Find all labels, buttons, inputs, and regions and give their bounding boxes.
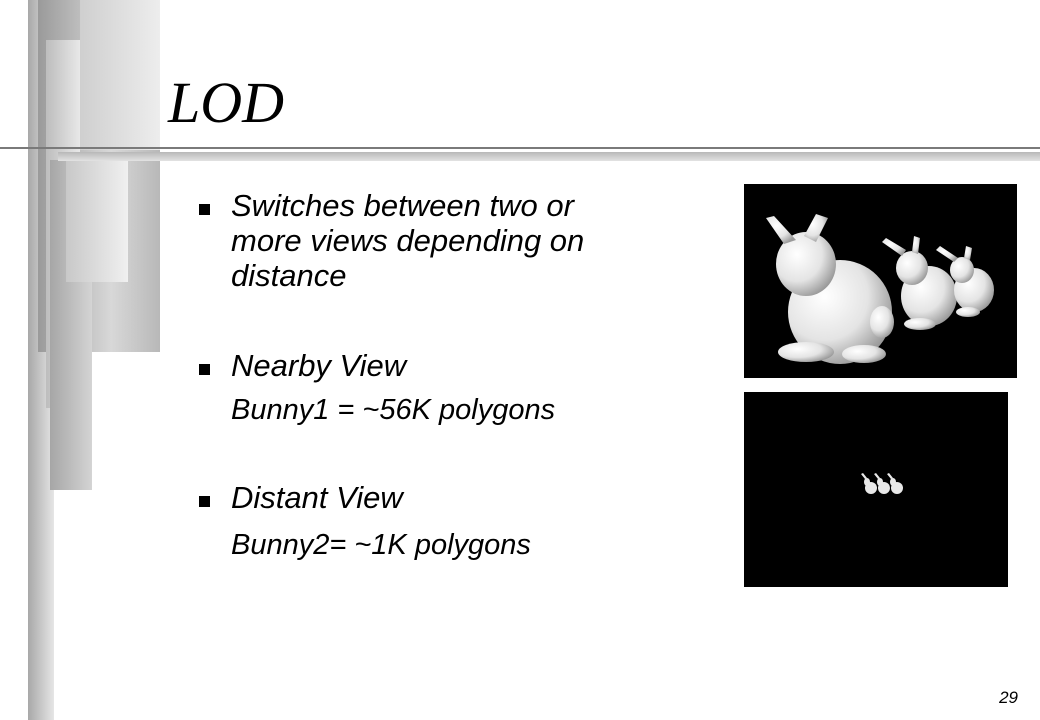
bunny-render-far-icon (744, 392, 1008, 587)
bullet-3-heading: Distant View (231, 480, 403, 515)
title-divider-band (58, 152, 1040, 161)
bullet-square-icon (199, 496, 210, 507)
bunny-render-near-icon (744, 184, 1017, 378)
bullet-square-icon (199, 364, 210, 375)
bullet-square-icon (199, 204, 210, 215)
bunny-far-image (744, 392, 1008, 587)
bullet-3-detail: Bunny2= ~1K polygons (231, 529, 531, 561)
bullet-1-line-1: Switches between two or (231, 188, 574, 223)
bullet-2-heading: Nearby View (231, 348, 407, 383)
bullet-1-line-3: distance (231, 258, 347, 293)
bunny-near-image (744, 184, 1017, 378)
slide-title: LOD (168, 70, 285, 135)
title-divider (0, 147, 1040, 149)
bullet-1-line-2: more views depending on (231, 223, 585, 258)
bullet-2-detail: Bunny1 = ~56K polygons (231, 394, 556, 426)
decor-bar-top (80, 0, 160, 150)
page-number: 29 (999, 688, 1018, 707)
decor-bar-light (66, 160, 128, 282)
